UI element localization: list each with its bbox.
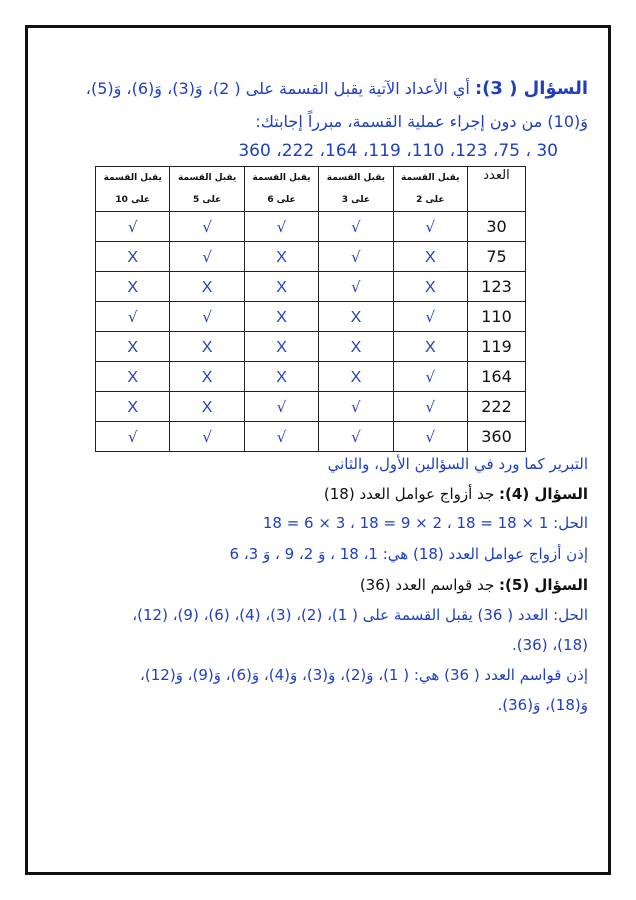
cross-mark: X: [201, 338, 213, 356]
check-mark-cell: [170, 242, 244, 272]
check-mark-cell: [393, 212, 467, 242]
check-mark-cell: [319, 212, 393, 242]
cross-mark-cell: [393, 272, 467, 302]
header-line-1: يقبل القسمة: [326, 173, 386, 183]
header-line-1: يقبل القسمة: [401, 173, 460, 183]
header-line-2: على 10: [115, 195, 151, 205]
cross-mark-cell: [244, 242, 318, 272]
check-mark: √: [425, 398, 436, 416]
cross-mark-cell: [96, 392, 170, 422]
row-number: 75: [468, 242, 526, 272]
header-line-2: على 5: [192, 195, 222, 205]
table-row: [96, 212, 526, 242]
cross-mark-cell: [319, 332, 393, 362]
header-number: [468, 167, 526, 212]
cross-mark: X: [424, 338, 436, 356]
table-header-row: [96, 167, 526, 212]
check-mark-cell: [170, 302, 244, 332]
check-mark-cell: [319, 422, 393, 452]
cross-mark-cell: [319, 362, 393, 392]
cross-mark: X: [127, 248, 139, 266]
q3-line-1: [48, 78, 588, 99]
check-mark: √: [425, 368, 436, 386]
row-number: 110: [468, 302, 526, 332]
table-body: [96, 212, 526, 452]
cross-mark-cell: [244, 302, 318, 332]
q5-solution-2: (18)، (36).: [512, 636, 588, 654]
q3-text-2: وَ(10) من دون إجراء عملية القسمة، مبرراً إجابتك:: [255, 112, 588, 131]
cross-mark-cell: [244, 272, 318, 302]
check-mark: √: [425, 428, 436, 446]
cross-mark-cell: [170, 362, 244, 392]
table-row: [96, 242, 526, 272]
q5-text: جد قواسم العدد (36): [359, 576, 495, 594]
q3-numbers: 30 ، 75، 123، 110، 119، 164، 222، 360: [238, 141, 558, 161]
cross-mark-cell: [96, 362, 170, 392]
check-mark: √: [276, 218, 287, 236]
check-mark-cell: [393, 422, 467, 452]
check-mark: √: [351, 278, 361, 296]
cross-mark-cell: [96, 332, 170, 362]
cross-mark: X: [127, 278, 139, 296]
cross-mark-cell: [96, 242, 170, 272]
cross-mark: X: [276, 278, 287, 296]
check-mark: √: [425, 218, 436, 236]
q4-solution: الحل: 1 × 18 = 18 ، 2 × 9 = 18 ، 3 × 6 = 18: [262, 514, 588, 532]
q3-label: السؤال ( 3):: [474, 78, 588, 99]
row-number: 123: [468, 272, 526, 302]
check-mark-cell: [393, 362, 467, 392]
cross-mark-cell: [244, 332, 318, 362]
row-number: 360: [468, 422, 526, 452]
cross-mark-cell: [170, 272, 244, 302]
cross-mark: X: [127, 368, 139, 386]
header-line-2: على 2: [416, 195, 445, 205]
cross-mark: X: [201, 278, 213, 296]
cross-mark: X: [350, 308, 362, 326]
divisibility-table: [95, 166, 526, 452]
cross-mark: X: [424, 248, 436, 266]
cross-mark: X: [127, 338, 139, 356]
cross-mark-cell: [170, 332, 244, 362]
q4-label: السؤال (4):: [499, 485, 588, 503]
check-mark-cell: [96, 302, 170, 332]
q5-solution-1: الحل: العدد ( 36) يقبل القسمة على ( 1)، (2)، (3)، (4)، (6)، (9)، (12)،: [132, 606, 588, 624]
table-row: [96, 302, 526, 332]
cross-mark-cell: [393, 332, 467, 362]
q5-answer-1: إذن قواسم العدد ( 36) هي: ( 1)، وَ(2)، وَ(3)، وَ(4)، وَ(6)، وَ(9)، وَ(12)،: [140, 666, 588, 684]
check-mark-cell: [244, 392, 318, 422]
check-mark: √: [127, 428, 138, 446]
check-mark: √: [202, 308, 212, 326]
header-line-1: العدد: [483, 168, 510, 183]
check-mark-cell: [244, 422, 318, 452]
header-divisible-3: [244, 167, 318, 212]
check-mark-cell: [319, 392, 393, 422]
header-divisible-2: [319, 167, 393, 212]
check-mark: √: [127, 308, 138, 326]
header-divisible-1: [393, 167, 467, 212]
cross-mark: X: [350, 338, 362, 356]
check-mark: √: [351, 248, 361, 266]
q3-text-1: أي الأعداد الآتية يقبل القسمة على ( 2)، وَ(3)، وَ(6)، وَ(5)،: [85, 79, 470, 98]
q5-line: [48, 576, 588, 594]
header-divisible-5: [96, 167, 170, 212]
check-mark-cell: [244, 212, 318, 242]
q5-answer-2: وَ(18)، وَ(36).: [497, 696, 588, 714]
check-mark: √: [202, 428, 212, 446]
cross-mark: X: [201, 368, 213, 386]
cross-mark: X: [276, 338, 287, 356]
row-number: 222: [468, 392, 526, 422]
check-mark: √: [351, 398, 361, 416]
cross-mark: X: [276, 248, 287, 266]
cross-mark: X: [276, 368, 287, 386]
table-row: [96, 272, 526, 302]
table-row: [96, 362, 526, 392]
check-mark: √: [351, 428, 361, 446]
q4-answer: إذن أزواج عوامل العدد (18) هي: 1، 18 ، وَ 2، 9 ، وَ 3، 6: [229, 545, 588, 563]
check-mark-cell: [393, 392, 467, 422]
check-mark-cell: [96, 422, 170, 452]
check-mark: √: [351, 218, 361, 236]
justification-text: التبرير كما ورد في السؤالين الأول، والثاني: [327, 455, 588, 473]
cross-mark: X: [424, 278, 436, 296]
check-mark-cell: [393, 302, 467, 332]
check-mark: √: [202, 218, 212, 236]
row-number: 164: [468, 362, 526, 392]
row-number: 119: [468, 332, 526, 362]
check-mark: √: [276, 428, 287, 446]
cross-mark-cell: [170, 392, 244, 422]
check-mark: √: [276, 398, 287, 416]
cross-mark-cell: [393, 242, 467, 272]
check-mark: √: [425, 308, 436, 326]
row-number: 30: [468, 212, 526, 242]
check-mark-cell: [319, 272, 393, 302]
header-line-1: يقبل القسمة: [103, 173, 162, 183]
cross-mark: X: [127, 398, 139, 416]
check-mark: √: [127, 218, 138, 236]
q4-line: [48, 485, 588, 503]
q5-label: السؤال (5):: [499, 576, 588, 594]
cross-mark: X: [350, 368, 362, 386]
check-mark: √: [202, 248, 212, 266]
table-row: [96, 422, 526, 452]
header-line-1: يقبل القسمة: [177, 173, 237, 183]
table-row: [96, 332, 526, 362]
cross-mark-cell: [319, 302, 393, 332]
check-mark-cell: [319, 242, 393, 272]
check-mark-cell: [170, 422, 244, 452]
check-mark-cell: [170, 212, 244, 242]
q4-text: جد أزواج عوامل العدد (18): [323, 485, 495, 503]
header-line-2: على 6: [267, 195, 296, 205]
cross-mark-cell: [244, 362, 318, 392]
table-row: [96, 392, 526, 422]
header-line-2: على 3: [341, 195, 371, 205]
header-divisible-4: [170, 167, 244, 212]
header-line-1: يقبل القسمة: [252, 173, 311, 183]
cross-mark: X: [276, 308, 287, 326]
cross-mark: X: [201, 398, 213, 416]
check-mark-cell: [96, 212, 170, 242]
cross-mark-cell: [96, 272, 170, 302]
